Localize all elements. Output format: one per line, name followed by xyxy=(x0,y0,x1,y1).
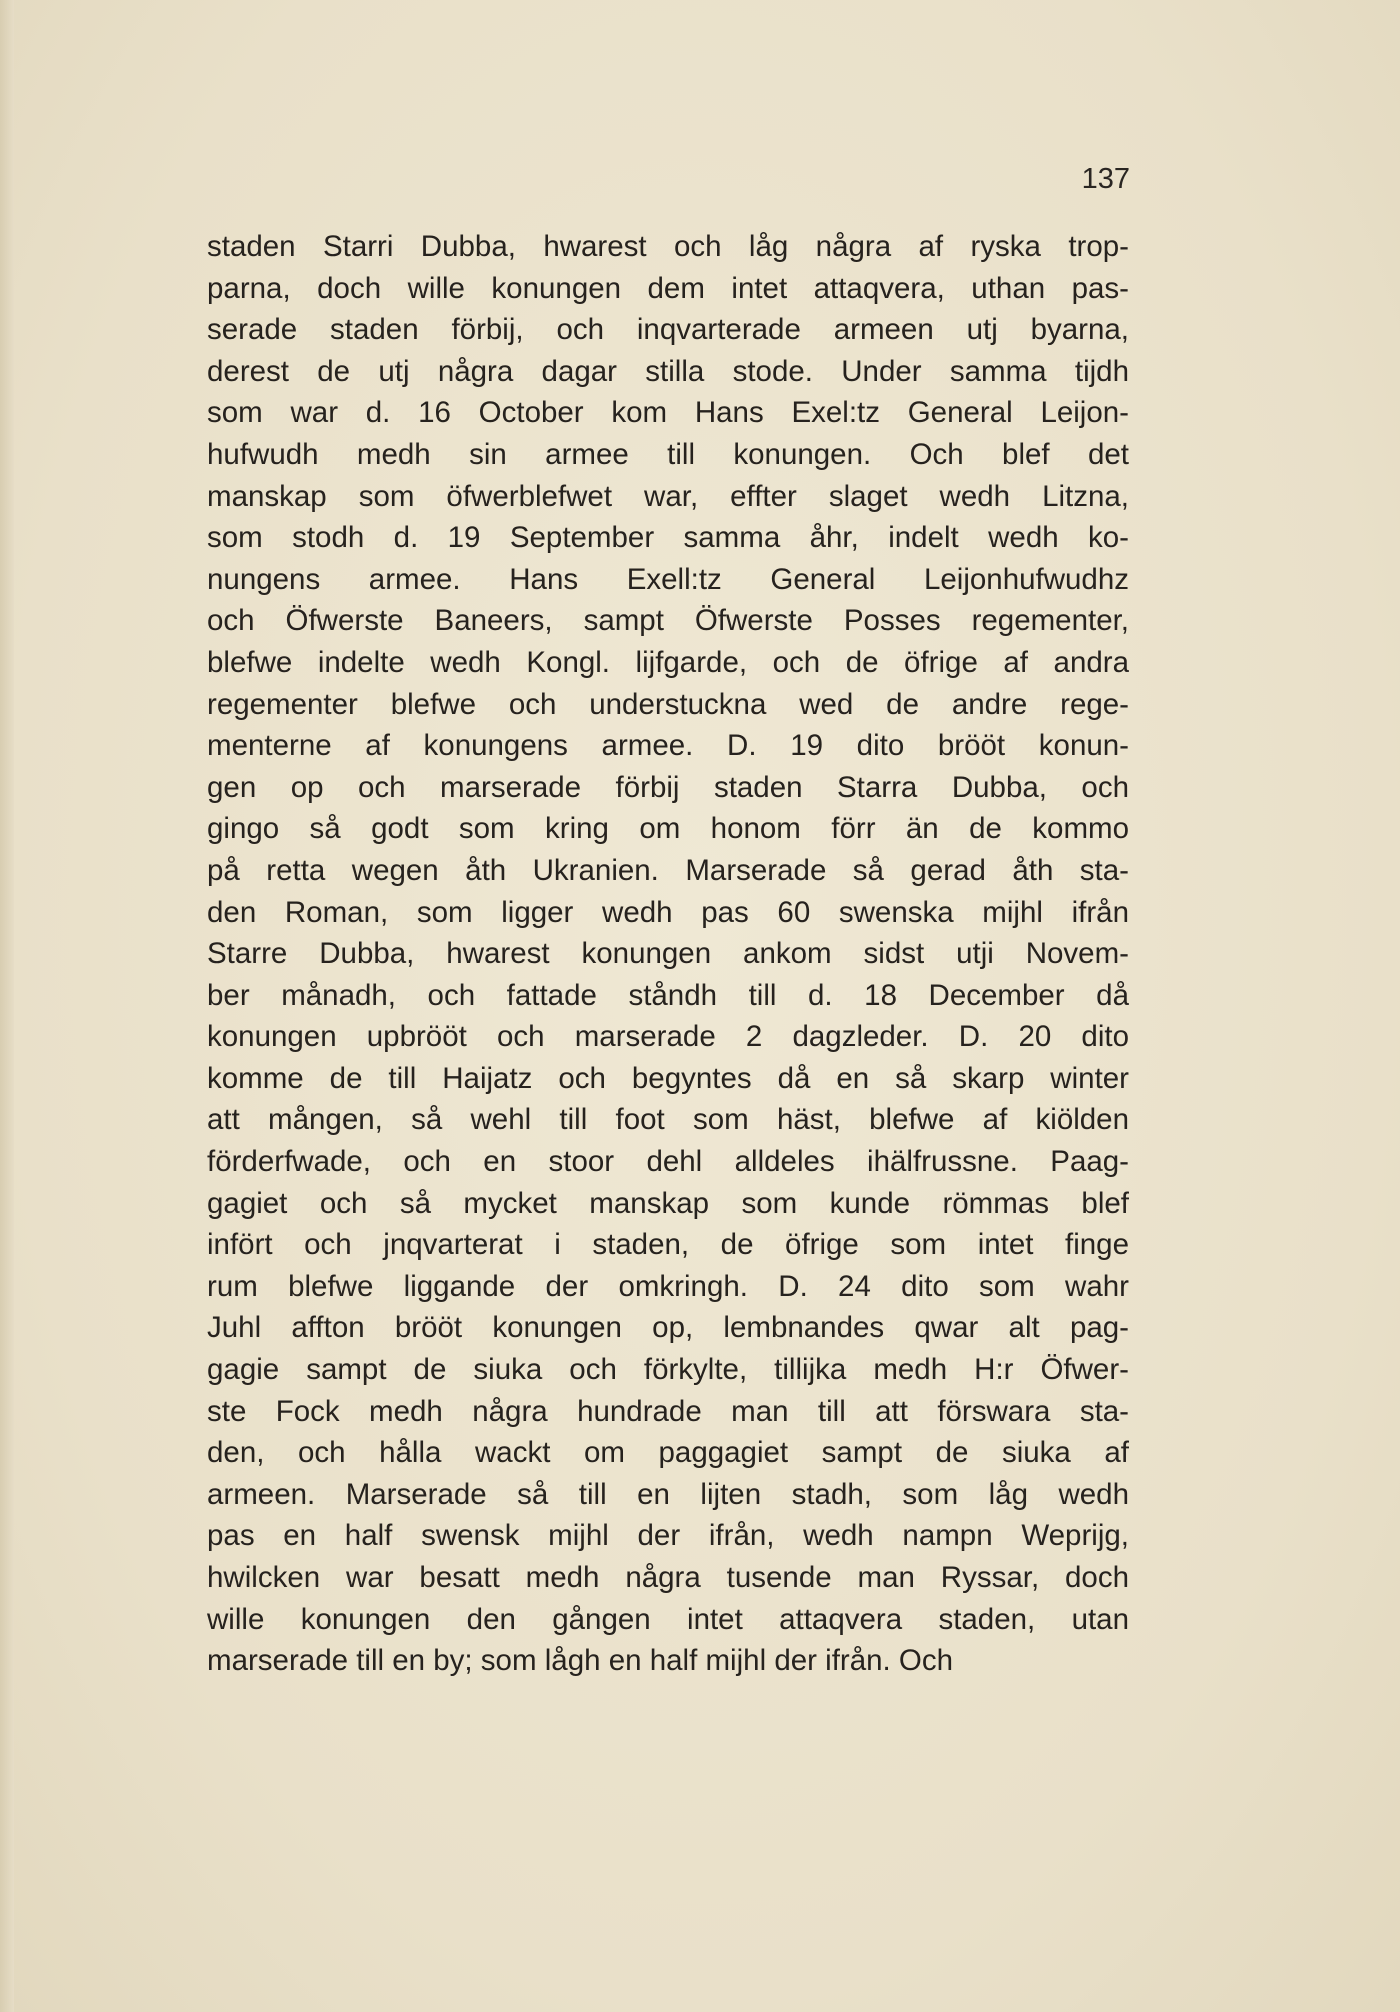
text-line: staden Starri Dubba, hwarest och låg några af ryska trop- xyxy=(207,230,1129,263)
text-line: pas en half swensk mijhl der ifrån, wedh nampn Weprijg, xyxy=(207,1519,1129,1553)
text-line: ber månadh, och fattade ståndh till d. 18 December då xyxy=(207,978,1129,1012)
text-line: derest de utj några dagar stilla stode. Under samma tijdh xyxy=(207,354,1129,388)
text-line: armeen. Marserade så till en lijten stadh, som låg wedh xyxy=(207,1477,1129,1511)
text-line: den Roman, som ligger wedh pas 60 swenska mijhl ifrån xyxy=(207,895,1129,929)
text-line: Starre Dubba, hwarest konungen ankom sidst utji Novem- xyxy=(207,937,1129,971)
text-line: gen op och marserade förbij staden Starra Dubba, och xyxy=(207,770,1129,804)
text-line: komme de till Haijatz och begyntes då en så skarp winter xyxy=(207,1061,1129,1095)
text-line: wille konungen den gången intet attaqvera staden, utan xyxy=(207,1602,1129,1636)
text-line: på retta wegen åth Ukranien. Marserade så gerad åth sta- xyxy=(207,853,1129,887)
text-line: förderfwade, och en stoor dehl alldeles ihälfrussne. Paag- xyxy=(207,1145,1129,1179)
text-line: marserade till en by; som lågh en half mijhl der ifrån. Och xyxy=(207,1644,954,1678)
text-line: och Öfwerste Baneers, sampt Öfwerste Posses regementer, xyxy=(207,604,1129,638)
text-line: serade staden förbij, och inqvarterade armeen utj byarna, xyxy=(207,313,1129,347)
text-line: rum blefwe liggande der omkringh. D. 24 dito som wahr xyxy=(207,1269,1129,1303)
text-line: nungens armee. Hans Exell:tz General Leijonhufwudhz xyxy=(207,562,1129,596)
page-binding-edge xyxy=(0,0,14,2012)
page-number: 137 xyxy=(1081,163,1130,195)
text-line: som stodh d. 19 September samma åhr, indelt wedh ko- xyxy=(207,521,1129,555)
text-line: Juhl affton brööt konungen op, lembnandes qwar alt pag- xyxy=(207,1311,1129,1345)
text-line: menterne af konungens armee. D. 19 dito brööt konun- xyxy=(207,729,1129,763)
text-line: som war d. 16 October kom Hans Exel:tz General Leijon- xyxy=(207,396,1129,430)
text-line: parna, doch wille konungen dem intet attaqvera, uthan pas- xyxy=(207,271,1129,305)
text-line: att mången, så wehl till foot som häst, blefwe af kiölden xyxy=(207,1103,1129,1137)
body-text xyxy=(207,226,1129,1682)
text-line: ste Fock medh några hundrade man till att förswara sta- xyxy=(207,1394,1129,1428)
text-line: konungen upbrööt och marserade 2 dagzleder. D. 20 dito xyxy=(207,1020,1129,1054)
text-line: gingo så godt som kring om honom förr än de kommo xyxy=(207,812,1129,846)
text-line: gagie sampt de siuka och förkylte, tillijka medh H:r Öfwer- xyxy=(207,1353,1129,1387)
text-line: regementer blefwe och understuckna wed de andre rege- xyxy=(207,687,1129,721)
text-line: gagiet och så mycket manskap som kunde römmas blef xyxy=(207,1186,1129,1220)
text-line: manskap som öfwerblefwet war, effter slaget wedh Litzna, xyxy=(207,479,1129,513)
text-line: infört och jnqvarterat i staden, de öfrige som intet finge xyxy=(207,1228,1129,1262)
text-line: hwilcken war besatt medh några tusende man Ryssar, doch xyxy=(207,1561,1129,1594)
text-line: blefwe indelte wedh Kongl. lijfgarde, och de öfrige af andra xyxy=(207,645,1129,679)
text-line: hufwudh medh sin armee till konungen. Och blef det xyxy=(207,437,1129,471)
text-line: den, och hålla wackt om paggagiet sampt de siuka af xyxy=(207,1436,1129,1470)
